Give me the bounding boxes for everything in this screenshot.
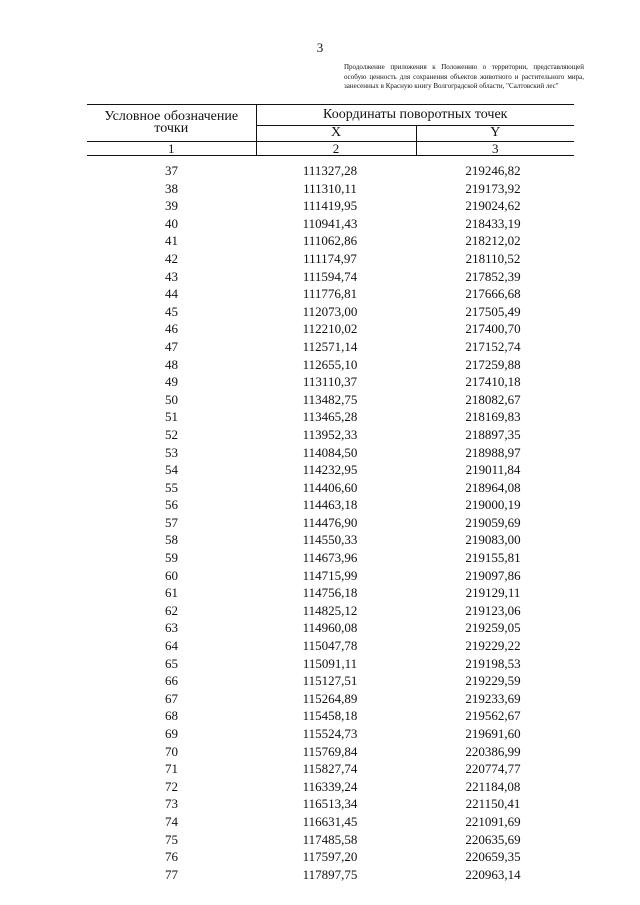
table-row xyxy=(87,285,574,303)
point-cell: 67 xyxy=(165,690,178,706)
table-row xyxy=(87,707,574,725)
y-cell: 217259,88 xyxy=(465,356,521,372)
appendix-continuation-note: Продолжение приложения к Положению о территории, представляющей особую ценность для сохранения объектов животного и растительного мира, занесенных в Красную книгу Волгоградской области, "Салтовский лес" xyxy=(344,63,584,90)
point-cell: 39 xyxy=(165,198,178,214)
x-cell: 113465,28 xyxy=(302,409,358,425)
point-cell: 40 xyxy=(165,215,178,231)
y-cell: 217400,70 xyxy=(465,321,521,337)
table-row xyxy=(87,338,574,356)
table-row xyxy=(87,743,574,761)
point-cell: 76 xyxy=(165,849,178,865)
y-cell: 219198,53 xyxy=(465,655,521,671)
table-row xyxy=(87,567,574,585)
y-cell: 218212,02 xyxy=(465,233,521,249)
table-row xyxy=(87,584,574,602)
y-cell: 218110,52 xyxy=(465,250,521,266)
point-cell: 45 xyxy=(165,303,178,319)
table-row xyxy=(87,619,574,637)
y-cell: 217410,18 xyxy=(465,374,521,390)
coordinates-rows xyxy=(87,156,574,884)
y-cell: 219083,00 xyxy=(465,532,521,548)
y-cell: 218082,67 xyxy=(465,391,521,407)
x-cell: 115047,78 xyxy=(302,638,358,654)
table-row xyxy=(87,831,574,849)
table-row xyxy=(87,496,574,514)
x-cell: 116339,24 xyxy=(302,778,358,794)
column-number-1: 1 xyxy=(87,142,256,156)
y-cell: 218964,08 xyxy=(465,479,521,495)
y-cell: 219562,67 xyxy=(465,708,521,724)
page-number: 3 xyxy=(316,40,324,55)
table-row xyxy=(87,180,574,198)
y-cell: 219229,59 xyxy=(465,673,521,689)
point-cell: 48 xyxy=(165,356,178,372)
header-turning-point-coordinates: Координаты поворотных точек xyxy=(256,105,574,126)
coordinates-table xyxy=(87,104,574,883)
x-cell: 112073,00 xyxy=(302,303,358,319)
y-cell: 220963,14 xyxy=(465,866,521,882)
y-cell: 219129,11 xyxy=(465,585,521,601)
column-number-2: 2 xyxy=(256,142,416,156)
x-cell: 113110,37 xyxy=(302,374,358,390)
x-cell: 117897,75 xyxy=(302,866,358,882)
point-cell: 42 xyxy=(165,250,178,266)
y-cell: 218897,35 xyxy=(465,426,521,442)
x-cell: 111310,11 xyxy=(303,180,357,196)
point-cell: 75 xyxy=(165,831,178,847)
y-cell: 217666,68 xyxy=(465,286,521,302)
point-cell: 77 xyxy=(165,866,178,882)
table-row xyxy=(87,391,574,409)
y-cell: 219024,62 xyxy=(465,198,521,214)
y-cell: 219173,92 xyxy=(465,180,521,196)
table-row xyxy=(87,162,574,180)
point-cell: 60 xyxy=(165,567,178,583)
point-cell: 65 xyxy=(165,655,178,671)
table-row xyxy=(87,479,574,497)
point-cell: 46 xyxy=(165,321,178,337)
point-cell: 63 xyxy=(165,620,178,636)
y-cell: 220635,69 xyxy=(465,831,521,847)
x-cell: 113482,75 xyxy=(302,391,358,407)
y-cell: 220386,99 xyxy=(465,743,521,759)
y-cell: 220659,35 xyxy=(465,849,521,865)
point-cell: 61 xyxy=(165,585,178,601)
x-cell: 114232,95 xyxy=(302,462,358,478)
y-cell: 217505,49 xyxy=(465,303,521,319)
point-cell: 49 xyxy=(165,374,178,390)
header-point-designation: Условное обозначение точки xyxy=(87,105,256,142)
x-cell: 117485,58 xyxy=(302,831,358,847)
column-number-3: 3 xyxy=(416,142,574,156)
x-cell: 114673,96 xyxy=(302,550,358,566)
y-cell: 218169,83 xyxy=(465,409,521,425)
table-row xyxy=(87,866,574,884)
x-cell: 113952,33 xyxy=(302,426,358,442)
y-cell: 219691,60 xyxy=(465,726,521,741)
point-cell: 57 xyxy=(165,514,178,530)
point-cell: 62 xyxy=(165,602,178,618)
y-cell: 219000,19 xyxy=(465,497,521,513)
point-cell: 68 xyxy=(165,708,178,724)
y-cell: 221091,69 xyxy=(465,813,521,829)
point-cell: 50 xyxy=(165,391,178,407)
table-row xyxy=(87,268,574,286)
header-y: Y xyxy=(490,125,501,141)
point-cell: 58 xyxy=(165,532,178,548)
x-cell: 114825,12 xyxy=(302,602,358,618)
table-row xyxy=(87,514,574,532)
point-cell: 74 xyxy=(165,813,178,829)
x-cell: 115127,51 xyxy=(302,673,358,689)
table-row xyxy=(87,760,574,778)
table-row xyxy=(87,444,574,462)
x-cell: 114756,18 xyxy=(302,585,358,601)
point-cell: 44 xyxy=(165,286,178,302)
y-cell: 221184,08 xyxy=(465,778,521,794)
y-cell: 218988,97 xyxy=(465,444,521,460)
point-cell: 47 xyxy=(165,338,178,354)
point-cell: 56 xyxy=(165,497,178,513)
table-row xyxy=(87,813,574,831)
x-cell: 112655,10 xyxy=(302,356,358,372)
point-cell: 72 xyxy=(165,778,178,794)
y-cell: 219097,86 xyxy=(465,567,521,583)
x-cell: 115827,74 xyxy=(302,761,358,777)
x-cell: 111327,28 xyxy=(302,163,358,178)
point-cell: 41 xyxy=(165,233,178,249)
x-cell: 111174,97 xyxy=(303,250,357,266)
table-row xyxy=(87,250,574,268)
point-cell: 66 xyxy=(165,673,178,689)
x-cell: 115458,18 xyxy=(302,708,358,724)
x-cell: 115264,89 xyxy=(302,690,358,706)
y-cell: 219059,69 xyxy=(465,514,521,530)
table-row xyxy=(87,795,574,813)
point-cell: 43 xyxy=(165,268,178,284)
point-cell: 59 xyxy=(165,550,178,566)
x-cell: 110941,43 xyxy=(302,215,358,231)
point-cell: 64 xyxy=(165,638,178,654)
y-cell: 219011,84 xyxy=(465,462,521,478)
x-cell: 111419,95 xyxy=(302,198,358,214)
table-row xyxy=(87,778,574,796)
x-cell: 111776,81 xyxy=(302,286,358,302)
table-row xyxy=(87,637,574,655)
point-cell: 38 xyxy=(165,180,178,196)
x-cell: 112210,02 xyxy=(302,321,358,337)
x-cell: 114476,90 xyxy=(302,514,358,530)
y-cell: 221150,41 xyxy=(465,796,521,812)
table-row xyxy=(87,461,574,479)
table-row xyxy=(87,655,574,673)
point-cell: 69 xyxy=(165,726,178,741)
x-cell: 114084,50 xyxy=(302,444,358,460)
x-cell: 114463,18 xyxy=(302,497,358,513)
y-cell: 219123,06 xyxy=(465,602,521,618)
y-cell: 219259,05 xyxy=(465,620,521,636)
x-cell: 114550,33 xyxy=(302,532,358,548)
point-cell: 52 xyxy=(165,426,178,442)
table-row xyxy=(87,672,574,690)
y-cell: 220774,77 xyxy=(465,761,521,777)
x-cell: 114715,99 xyxy=(302,567,358,583)
point-cell: 37 xyxy=(165,163,178,178)
table-row xyxy=(87,373,574,391)
x-cell: 117597,20 xyxy=(302,849,358,865)
table-row xyxy=(87,320,574,338)
point-cell: 51 xyxy=(165,409,178,425)
table-row xyxy=(87,215,574,233)
x-cell: 116513,34 xyxy=(302,796,358,812)
x-cell: 116631,45 xyxy=(302,813,358,829)
table-row xyxy=(87,232,574,250)
table-row xyxy=(87,426,574,444)
header-x: X xyxy=(256,125,416,141)
table-row xyxy=(87,303,574,321)
x-cell: 115091,11 xyxy=(302,655,358,671)
x-cell: 115769,84 xyxy=(302,743,358,759)
table-row xyxy=(87,848,574,866)
x-cell: 112571,14 xyxy=(302,338,358,354)
x-cell: 111062,86 xyxy=(302,233,358,249)
y-cell: 219246,82 xyxy=(465,163,521,178)
table-row xyxy=(87,408,574,426)
y-cell: 219233,69 xyxy=(465,690,521,706)
y-cell: 219155,81 xyxy=(465,550,521,566)
point-cell: 73 xyxy=(165,796,178,812)
table-row xyxy=(87,531,574,549)
y-cell: 217852,39 xyxy=(465,268,521,284)
y-cell: 218433,19 xyxy=(465,215,521,231)
point-cell: 70 xyxy=(165,743,178,759)
x-cell: 115524,73 xyxy=(302,726,358,741)
table-row xyxy=(87,725,574,743)
table-row xyxy=(87,356,574,374)
table-row xyxy=(87,690,574,708)
x-cell: 114960,08 xyxy=(302,620,358,636)
x-cell: 111594,74 xyxy=(302,268,358,284)
table-row xyxy=(87,197,574,215)
point-cell: 53 xyxy=(165,444,178,460)
table-row xyxy=(87,549,574,567)
point-cell: 71 xyxy=(165,761,178,777)
table-row xyxy=(87,602,574,620)
point-cell: 54 xyxy=(165,462,178,478)
x-cell: 114406,60 xyxy=(302,479,358,495)
y-cell: 219229,22 xyxy=(465,638,521,654)
point-cell: 55 xyxy=(165,479,178,495)
y-cell: 217152,74 xyxy=(465,338,521,354)
